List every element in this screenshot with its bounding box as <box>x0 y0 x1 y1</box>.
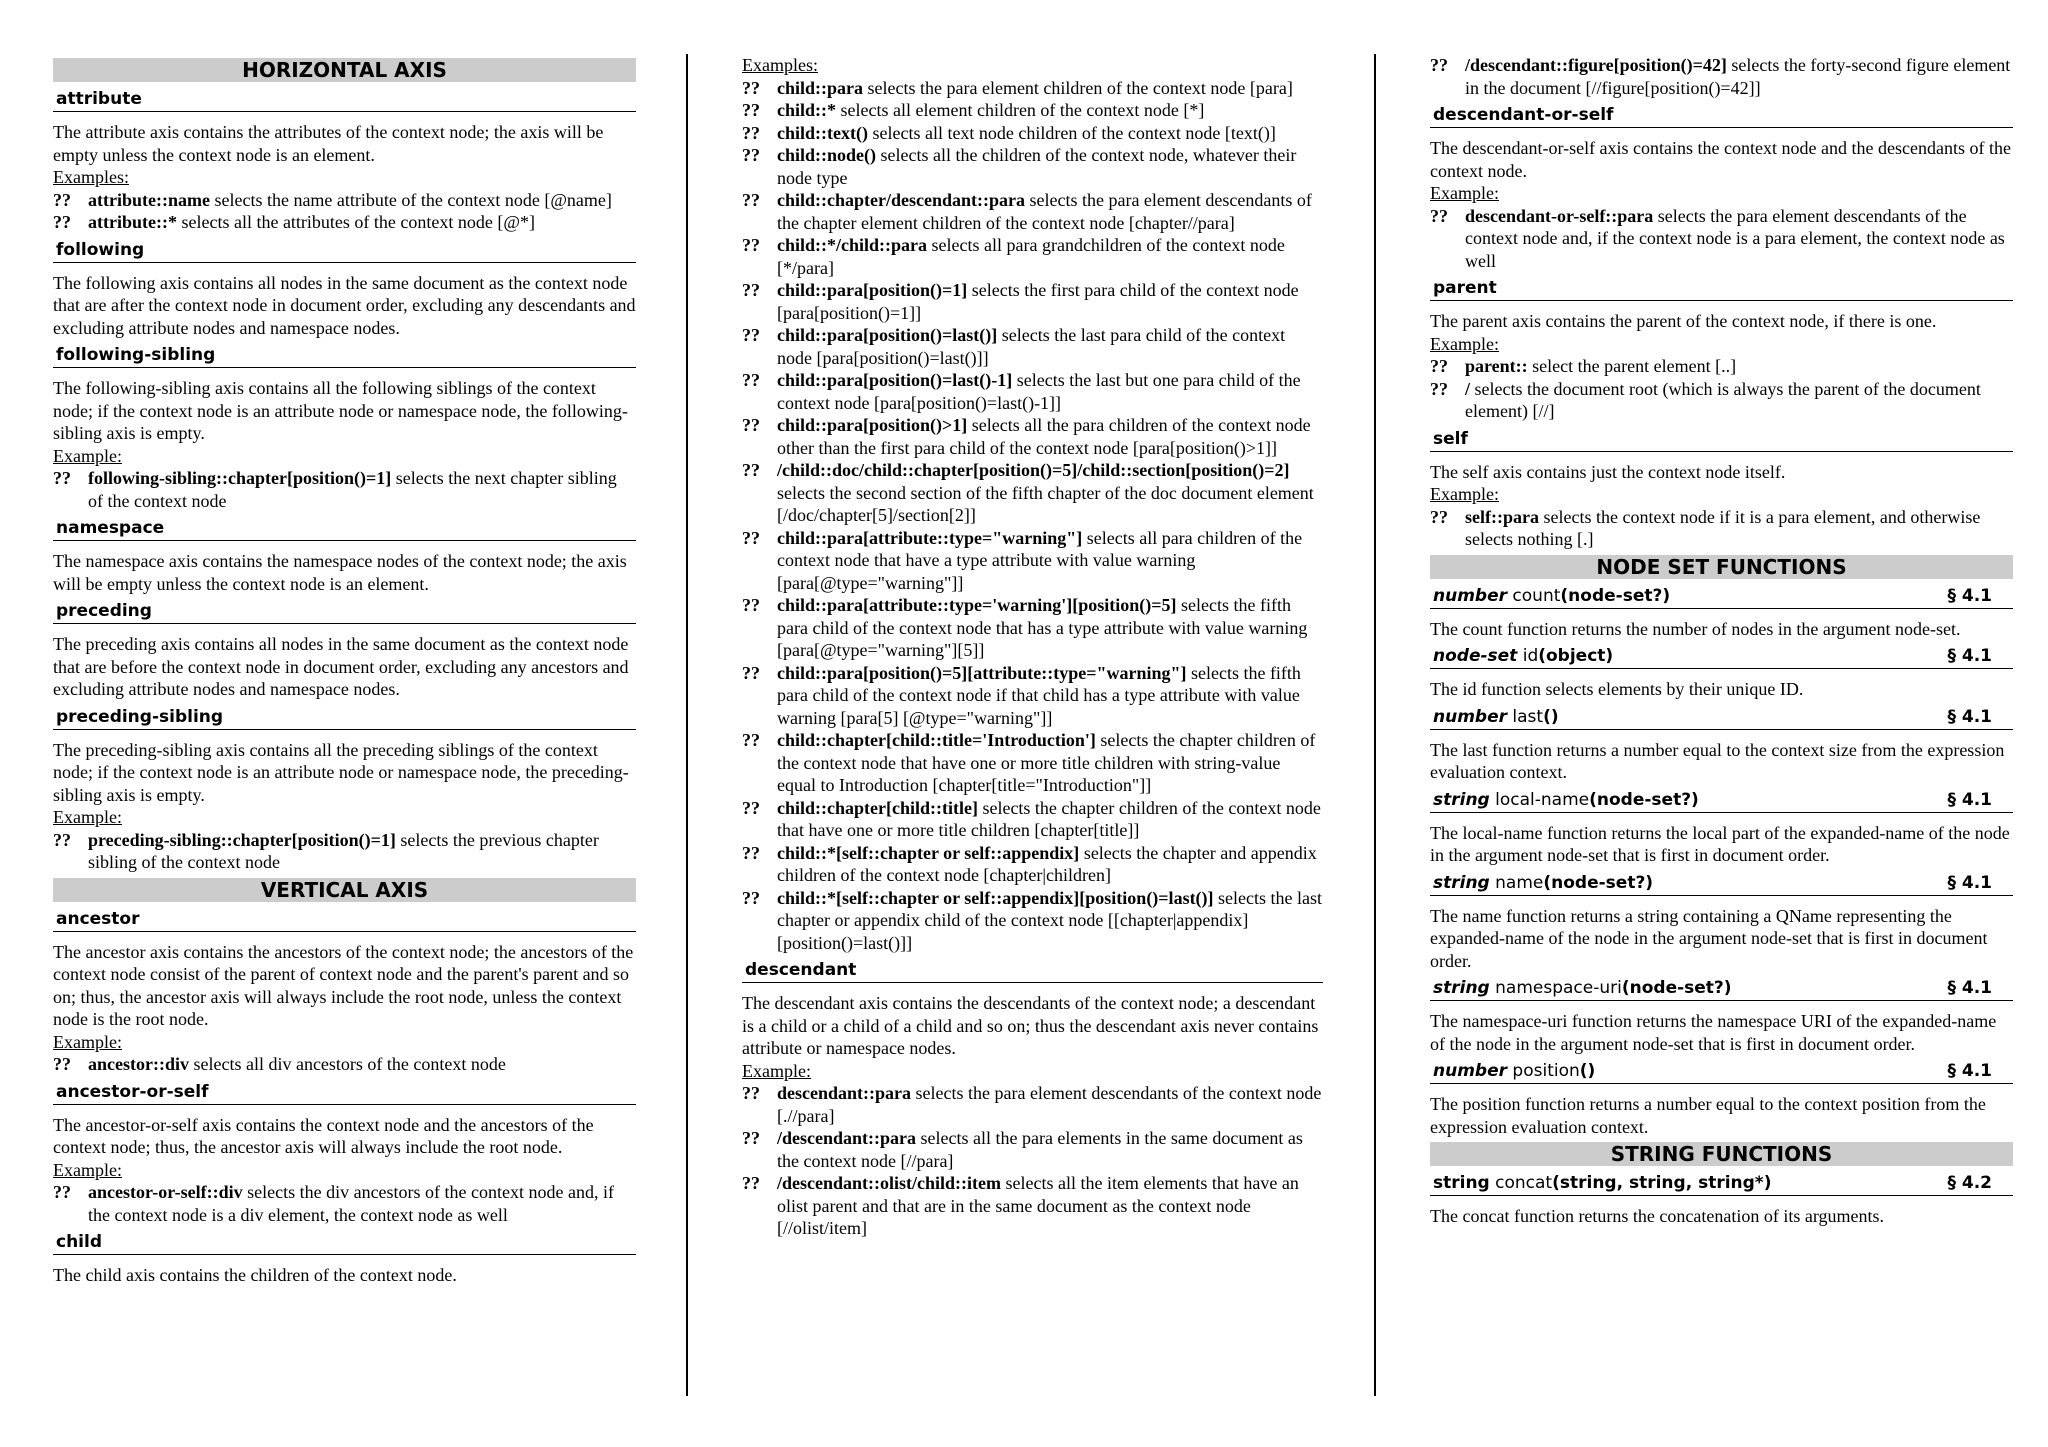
section-banner: STRING FUNCTIONS <box>1430 1142 2013 1166</box>
bullet-marker: ?? <box>742 145 760 165</box>
example-item <box>742 414 1323 459</box>
example-item <box>742 527 1323 595</box>
bullet-marker: ?? <box>742 662 760 683</box>
return-type: string <box>1433 789 1490 810</box>
function-args: (node-set?) <box>1589 789 1699 810</box>
example-code: ancestor-or-self::div <box>88 1182 243 1202</box>
bullet-marker: ?? <box>742 1173 760 1193</box>
example-code: child::text() <box>777 122 868 143</box>
example-text <box>777 144 1323 189</box>
axis-heading: preceding-sibling <box>53 707 636 730</box>
example-code: child::chapter[child::title] <box>777 797 978 818</box>
example-code: preceding-sibling::chapter[position()=1] <box>88 829 396 850</box>
example-text <box>777 1172 1323 1240</box>
example-text <box>88 467 636 512</box>
example-code: /descendant::olist/child::item <box>777 1173 1001 1193</box>
example-desc: selects all the para elements in the same document as the context node [//para] <box>777 1128 1303 1171</box>
example-desc: selects the second section of the fifth chapter of the doc document element [/doc/chapter[5]/section[2]] <box>777 482 1314 525</box>
axis-heading: parent <box>1430 278 2013 301</box>
example-code: child::*/child::para <box>777 235 928 255</box>
example-item <box>742 1172 1323 1240</box>
bullet-marker: ?? <box>742 235 760 255</box>
example-code: child::para[position()=last()-1] <box>777 370 1013 390</box>
bullet-marker: ?? <box>742 100 760 120</box>
description: The count function returns the number of nodes in the argument node-set. <box>1430 618 1961 639</box>
function-signature <box>1430 1173 2013 1196</box>
example-desc: selects all div ancestors of the context node <box>188 1054 506 1074</box>
example-code: /descendant::para <box>777 1128 916 1148</box>
function-args: (node-set?) <box>1560 585 1671 606</box>
example-text <box>88 829 636 874</box>
return-type: number <box>1433 1061 1508 1081</box>
example-text <box>777 1082 1323 1127</box>
example-code: child::chapter[child::title='Introduction'] <box>777 730 1096 750</box>
column-1 <box>53 54 636 1287</box>
example-label: Example: <box>1430 333 1499 354</box>
description: The namespace axis contains the namespace nodes of the context node; the axis will be empty unless the context node is an element. <box>53 551 627 594</box>
function-proto <box>1433 790 1699 811</box>
example-desc: selects all para children of the context node that have a type attribute with value warning [para[@type="warning"]] <box>777 527 1303 593</box>
function-name: name <box>1489 872 1544 893</box>
bullet-marker: ?? <box>742 527 760 548</box>
function-proto <box>1433 1173 1771 1194</box>
section-banner: NODE SET FUNCTIONS <box>1430 555 2013 579</box>
section-banner: HORIZONTAL AXIS <box>53 58 636 82</box>
column-divider <box>686 54 688 1396</box>
description: The preceding-sibling axis contains all the preceding siblings of the context node; if the context node is an attribute node or namespace node, the preceding-sibling axis is empty. <box>53 739 629 805</box>
function-args: (node-set?) <box>1621 978 1732 998</box>
example-desc: selects the para element children of the context node [para] <box>863 77 1293 98</box>
example-text <box>777 122 1323 145</box>
example-label: Example: <box>1430 484 1499 504</box>
return-type: string <box>1433 1173 1490 1193</box>
function-name: id <box>1517 646 1539 666</box>
description: The id function selects elements by their unique ID. <box>1430 679 1804 699</box>
example-item <box>53 829 636 874</box>
example-text <box>777 1127 1323 1172</box>
example-label: Example: <box>1430 183 1499 203</box>
example-code: descendant::para <box>777 1083 911 1103</box>
example-desc: selects the chapter and appendix children of the context node [chapter|children] <box>777 842 1317 885</box>
description: The concat function returns the concatenation of its arguments. <box>1430 1206 1885 1226</box>
example-desc: selects all the attributes of the context node [@*] <box>176 212 535 232</box>
description: The preceding axis contains all nodes in the same document as the context node that are before the context node in document order, excluding any ancestors and excluding attribute nodes and namespace nodes. <box>53 634 629 699</box>
bullet-marker: ?? <box>742 325 760 345</box>
example-item <box>742 797 1323 842</box>
example-code: /child::doc/child::chapter[position()=5]/child::section[position()=2] <box>777 460 1290 480</box>
function-args: () <box>1543 706 1559 727</box>
example-text <box>777 842 1323 887</box>
example-item <box>742 594 1323 662</box>
example-label: Example: <box>53 445 122 466</box>
bullet-marker: ?? <box>742 280 760 300</box>
description: The following axis contains all nodes in the same document as the context node that are after the context node in document order, excluding any descendants and excluding attribute nodes and namespace nodes. <box>53 272 636 338</box>
example-item <box>742 662 1323 730</box>
function-args: () <box>1579 1061 1596 1081</box>
example-code: child::node() <box>777 145 876 165</box>
example-code: attribute::* <box>88 212 177 232</box>
bullet-marker: ?? <box>53 1182 71 1202</box>
example-code: child::para[position()=5][attribute::type="warning"] <box>777 662 1187 683</box>
example-item <box>53 1181 636 1226</box>
bullet-marker: ?? <box>53 829 71 850</box>
function-proto <box>1433 1061 1595 1082</box>
spec-section: § 4.1 <box>1947 872 1992 893</box>
example-desc: selects the context node if it is a para element, and otherwise selects nothing [.] <box>1465 506 1981 549</box>
example-code: ancestor::div <box>88 1054 189 1074</box>
bullet-marker: ?? <box>742 730 760 750</box>
example-code: /descendant::figure[position()=42] <box>1465 55 1727 75</box>
example-text <box>88 211 636 234</box>
example-text <box>777 459 1323 527</box>
axis-heading: ancestor <box>53 909 636 932</box>
example-item <box>1430 378 2013 423</box>
example-text <box>777 77 1323 100</box>
example-code: child::para[attribute::type="warning"] <box>777 527 1083 548</box>
example-text <box>777 887 1323 955</box>
example-code: following-sibling::chapter[position()=1] <box>88 468 392 488</box>
axis-heading: ancestor-or-self <box>53 1082 636 1105</box>
example-item <box>742 842 1323 887</box>
return-type: number <box>1433 585 1508 606</box>
example-code: child::*[self::chapter or self::appendix][position()=last()] <box>777 887 1214 908</box>
example-text <box>88 1181 636 1226</box>
example-text <box>777 279 1323 324</box>
example-desc: selects the fifth para child of the context node if that child has a type attribute with value warning [para[5] [@type="warning"]] <box>777 662 1301 728</box>
function-name: position <box>1507 1061 1580 1081</box>
spec-section: § 4.1 <box>1947 706 1992 727</box>
bullet-marker: ?? <box>1430 356 1448 376</box>
axis-heading: following-sibling <box>53 345 636 368</box>
example-code: child::para[position()=last()] <box>777 325 998 345</box>
example-desc: selects the chapter children of the context node that have one or more title children with string-value equal to Introduction [chapter[title="Introduction"]] <box>777 730 1316 795</box>
example-text <box>777 729 1323 797</box>
example-code: self::para <box>1465 506 1539 527</box>
bullet-marker: ?? <box>1430 55 1448 75</box>
example-desc: selects the div ancestors of the context node and, if the context node is a div element, the context node as well <box>88 1182 614 1225</box>
example-desc: selects the last para child of the context node [para[position()=last()]] <box>777 325 1286 368</box>
example-desc: select the parent element [..] <box>1527 356 1737 376</box>
spec-section: § 4.1 <box>1947 789 1992 810</box>
example-item <box>1430 205 2013 273</box>
example-item <box>742 729 1323 797</box>
description: The name function returns a string containing a QName representing the expanded-name of the node in the argument node-set that is first in document order. <box>1430 905 1988 971</box>
function-proto <box>1433 586 1670 607</box>
axis-heading: descendant-or-self <box>1430 105 2013 128</box>
section-banner: VERTICAL AXIS <box>53 878 636 902</box>
example-item <box>742 324 1323 369</box>
example-desc: selects all para grandchildren of the context node [*/para] <box>777 235 1285 278</box>
bullet-marker: ?? <box>742 370 760 390</box>
bullet-marker: ?? <box>1430 506 1448 527</box>
bullet-marker: ?? <box>1430 378 1448 399</box>
bullet-marker: ?? <box>742 595 760 615</box>
example-item <box>742 1082 1323 1127</box>
function-signature <box>1430 707 2013 730</box>
example-code: attribute::name <box>88 189 210 210</box>
example-item <box>53 211 636 234</box>
function-name: concat <box>1489 1173 1553 1193</box>
example-item <box>1430 506 2013 551</box>
bullet-marker: ?? <box>53 468 71 488</box>
example-desc: selects the para element descendants of the context node [.//para] <box>777 1083 1322 1126</box>
spec-section: § 4.1 <box>1947 646 1992 666</box>
example-desc: selects the fifth para child of the context node that has a type attribute with value warning [para[@type="warning"][5]] <box>777 595 1308 660</box>
example-text <box>1465 378 2013 423</box>
example-item <box>742 122 1323 145</box>
spec-section: § 4.1 <box>1947 585 1992 606</box>
function-proto <box>1433 707 1559 728</box>
description: The ancestor axis contains the ancestors of the context node; the ancestors of the context node consist of the parent of context node and the parent's parent and so on; thus, the ancestor axis will always include the root node, unless the context node is the root node. <box>53 941 634 1029</box>
example-code: descendant-or-self::para <box>1465 205 1654 226</box>
example-desc: selects the chapter children of the context node that have one or more title children [chapter[title]] <box>777 797 1321 840</box>
return-type: string <box>1433 872 1490 893</box>
function-name: namespace-uri <box>1489 978 1622 998</box>
bullet-marker: ?? <box>742 887 760 908</box>
example-code: / <box>1465 378 1471 399</box>
bullet-marker: ?? <box>742 842 760 863</box>
example-code: child::chapter/descendant::para <box>777 190 1025 210</box>
description: The child axis contains the children of the context node. <box>53 1265 457 1285</box>
bullet-marker: ?? <box>742 190 760 210</box>
spec-section: § 4.2 <box>1947 1173 1992 1193</box>
example-code: parent:: <box>1465 356 1528 376</box>
description: The local-name function returns the local part of the expanded-name of the node in the argument node-set that is first in document order. <box>1430 822 2010 865</box>
example-text <box>777 662 1323 730</box>
function-signature <box>1430 646 2013 669</box>
description: The following-sibling axis contains all the following siblings of the context node; if the context node is an attribute node or namespace node, the following-sibling axis is empty. <box>53 378 628 443</box>
bullet-marker: ?? <box>742 77 760 98</box>
axis-heading: attribute <box>53 89 636 112</box>
function-name: local-name <box>1489 789 1590 810</box>
example-item <box>1430 54 2013 99</box>
example-desc: selects all text node children of the context node [text()] <box>867 122 1276 143</box>
example-text <box>777 797 1323 842</box>
description: The self axis contains just the context node itself. <box>1430 461 1786 482</box>
function-name: last <box>1507 706 1544 727</box>
example-item <box>53 467 636 512</box>
axis-heading: child <box>53 1232 636 1255</box>
example-desc: selects all the para children of the context node other than the first para child of the context node [para[position()>1]] <box>777 415 1311 458</box>
function-signature <box>1430 1061 2013 1084</box>
example-text <box>777 189 1323 234</box>
function-signature <box>1430 790 2013 813</box>
function-proto <box>1433 978 1732 999</box>
axis-heading: following <box>53 240 636 263</box>
bullet-marker: ?? <box>1430 205 1448 226</box>
example-item <box>742 369 1323 414</box>
return-type: node-set <box>1433 646 1518 666</box>
column-divider <box>1374 54 1376 1396</box>
example-text <box>777 414 1323 459</box>
description: The descendant-or-self axis contains the context node and the descendants of the context node. <box>1430 138 2011 181</box>
example-item <box>742 459 1323 527</box>
example-item <box>742 1127 1323 1172</box>
description: The ancestor-or-self axis contains the context node and the ancestors of the context node; thus, the ancestor axis will always include the root node. <box>53 1114 594 1157</box>
description: The attribute axis contains the attributes of the context node; the axis will be empty unless the context node is an element. <box>53 122 604 165</box>
example-desc: selects the para element descendants of the context node and, if the context node is a para element, the context node as well <box>1465 205 2005 271</box>
bullet-marker: ?? <box>742 460 760 480</box>
function-signature <box>1430 873 2013 896</box>
function-args: (node-set?) <box>1543 872 1654 893</box>
function-args: (string, string, string*) <box>1552 1173 1772 1193</box>
example-text <box>777 527 1323 595</box>
axis-heading: descendant <box>742 960 1323 983</box>
example-text <box>777 99 1323 122</box>
example-desc: selects the para element descendants of the chapter element children of the context node [chapter//para] <box>777 190 1312 233</box>
description: The descendant axis contains the descendants of the context node; a descendant is a child or a child of a child and so on; thus the descendant axis never contains attribute or namespace nodes. <box>742 993 1319 1058</box>
column-2 <box>742 54 1323 1240</box>
example-text <box>777 594 1323 662</box>
return-type: number <box>1433 706 1508 727</box>
example-desc: selects the first para child of the context node [para[position()=1]] <box>777 280 1299 323</box>
example-item <box>1430 355 2013 378</box>
description: The position function returns a number equal to the context position from the expression evaluation context. <box>1430 1094 1986 1137</box>
description: The namespace-uri function returns the namespace URI of the expanded-name of the node in the argument node-set that is first in document order. <box>1430 1011 1997 1054</box>
example-item <box>53 189 636 212</box>
bullet-marker: ?? <box>53 189 71 210</box>
example-code: child::*[self::chapter or self::appendix] <box>777 842 1080 863</box>
bullet-marker: ?? <box>742 415 760 435</box>
example-desc: selects all the children of the context node, whatever their node type <box>777 145 1297 188</box>
example-desc: selects the forty-second figure element in the document [//figure[position()=42]] <box>1465 55 2011 98</box>
example-text <box>777 324 1323 369</box>
example-text <box>1465 506 2013 551</box>
description: The last function returns a number equal to the context size from the expression evaluation context. <box>1430 739 2005 782</box>
example-desc: selects the last but one para child of the context node [para[position()=last()-1]] <box>777 370 1301 413</box>
example-desc: selects the name attribute of the context node [@name] <box>209 189 612 210</box>
return-type: string <box>1433 978 1490 998</box>
example-code: child::* <box>777 100 837 120</box>
example-desc: selects all the item elements that have an olist parent and that are in the same document as the context node [//olist/item] <box>777 1173 1299 1238</box>
example-item <box>742 99 1323 122</box>
example-label: Examples: <box>53 167 129 187</box>
example-code: child::para <box>777 77 864 98</box>
example-desc: selects the next chapter sibling of the context node <box>88 468 617 511</box>
example-desc: selects the last chapter or appendix child of the context node [[chapter|appendix][position()=last()]] <box>777 887 1323 953</box>
bullet-marker: ?? <box>53 212 71 232</box>
example-item <box>53 1053 636 1076</box>
bullet-marker: ?? <box>742 122 760 143</box>
example-text <box>1465 54 2013 99</box>
example-item <box>742 234 1323 279</box>
function-signature <box>1430 978 2013 1001</box>
example-label: Example: <box>53 1159 122 1180</box>
function-args: (object) <box>1538 646 1614 666</box>
example-item <box>742 144 1323 189</box>
example-desc: selects the previous chapter sibling of the context node <box>88 829 599 872</box>
example-text <box>88 189 636 212</box>
column-3 <box>1430 54 2013 1228</box>
spec-section: § 4.1 <box>1947 1061 1992 1081</box>
axis-heading: preceding <box>53 601 636 624</box>
bullet-marker: ?? <box>742 1083 760 1103</box>
function-proto <box>1433 646 1613 667</box>
example-code: child::para[position()>1] <box>777 415 968 435</box>
example-text <box>777 234 1323 279</box>
example-text <box>1465 205 2013 273</box>
example-code: child::para[attribute::type='warning'][position()=5] <box>777 595 1177 615</box>
description: The parent axis contains the parent of the context node, if there is one. <box>1430 311 1937 331</box>
example-text <box>777 369 1323 414</box>
example-item <box>742 279 1323 324</box>
example-item <box>742 189 1323 234</box>
example-code: child::para[position()=1] <box>777 280 968 300</box>
axis-heading: namespace <box>53 518 636 541</box>
example-label: Example: <box>53 807 122 827</box>
example-text <box>88 1053 636 1076</box>
spec-section: § 4.1 <box>1947 978 1992 998</box>
axis-heading: self <box>1430 429 2013 452</box>
bullet-marker: ?? <box>53 1054 71 1074</box>
example-item <box>742 887 1323 955</box>
function-name: count <box>1507 585 1561 606</box>
example-label: Example: <box>742 1060 811 1081</box>
example-desc: selects the document root (which is always the parent of the document element) [//] <box>1465 378 1981 421</box>
example-item <box>742 77 1323 100</box>
bullet-marker: ?? <box>742 797 760 818</box>
example-desc: selects all element children of the context node [*] <box>836 100 1205 120</box>
example-label: Example: <box>53 1031 122 1052</box>
example-text <box>1465 355 2013 378</box>
bullet-marker: ?? <box>742 1128 760 1148</box>
function-signature <box>1430 586 2013 609</box>
function-proto <box>1433 873 1653 894</box>
example-label: Examples: <box>742 55 818 75</box>
